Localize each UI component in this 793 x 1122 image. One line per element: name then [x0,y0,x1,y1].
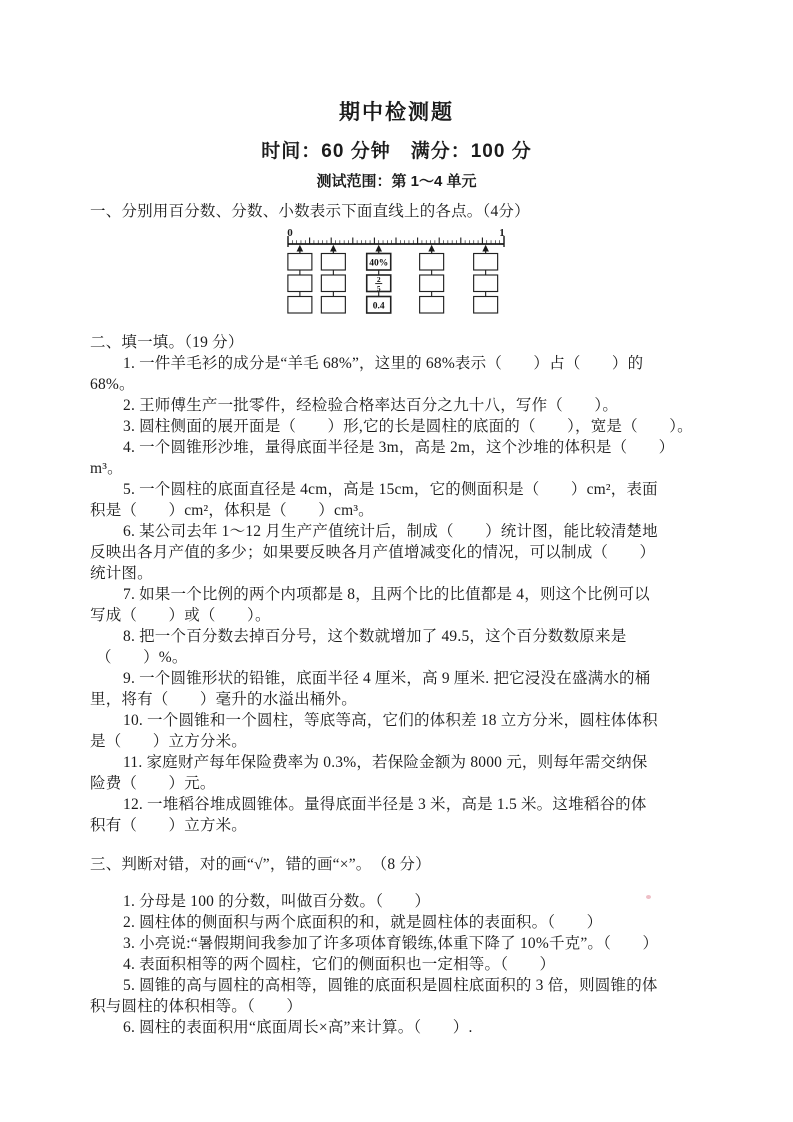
scan-artifact-dot [646,895,651,899]
question-line: 6. 某公司去年 1～12 月生产产值统计后，制成（ ）统计图，能比较清楚地 [123,523,658,540]
answer-box [288,254,312,271]
number-line-diagram [284,227,510,319]
answer-box [420,275,444,292]
question-line: 8. 把一个百分数去掉百分号，这个数就增加了 49.5，这个百分数数原来是 [123,628,627,645]
question-line: 1. 一件羊毛衫的成分是“羊毛 68%”，这里的 68%表示（ ）占（ ）的 [123,355,644,372]
test-scope: 测试范围：第 1～4 单元 [316,173,477,190]
section-three-heading: 三、判断对错，对的画“√”，错的画“×”。 （8 分） [90,856,431,873]
question-line: 7. 如果一个比例的两个内项都是 8，且两个比的比值都是 4，则这个比例可以 [123,586,650,603]
question-line: 积是（ ）cm²，体积是（ ）cm³。 [90,502,374,519]
answer-box [474,254,498,271]
question-line: 是（ ）立方分米。 [90,733,248,750]
answer-box [474,297,498,314]
svg-text:40%: 40% [369,258,389,269]
question-line: 4. 一个圆锥形沙堆，量得底面半径是 3m，高是 2m，这个沙堆的体积是（ ） [123,439,675,456]
answer-box [321,297,345,314]
judge-line: 2. 圆柱体的侧面积与两个底面积的和，就是圆柱体的表面积。（ ） [123,914,603,931]
question-line: 5. 一个圆柱的底面直径是 4cm，高是 15cm，它的侧面积是（ ）cm²，表面 [123,481,658,498]
answer-box [321,254,345,271]
answer-box [288,297,312,314]
answer-box [420,254,444,271]
question-line: 12. 一堆稻谷堆成圆锥体。量得底面半径是 3 米，高是 1.5 米。这堆稻谷的体 [123,796,647,813]
judge-line: 1. 分母是 100 的分数，叫做百分数。（ ） [123,893,431,910]
answer-box [288,275,312,292]
judge-line: 积与圆柱的体积相等。（ ） [90,998,303,1015]
question-line: 68%。 [90,376,135,393]
number-line-end-label: 1 [499,227,505,239]
judge-line: 4. 表面积相等的两个圆柱，它们的侧面积也一定相等。（ ） [123,956,556,973]
question-line: m³。 [90,460,123,477]
question-line: 2. 王师傅生产一批零件，经检验合格率达百分之九十八，写作（ ）。 [123,397,619,414]
svg-text:5: 5 [376,283,381,293]
question-line: （ ）%。 [96,649,188,666]
question-line: 里，将有（ ）毫升的水溢出桶外。 [90,691,357,708]
paper-content [90,201,708,1038]
judge-line: 6. 圆柱的表面积用“底面周长×高”来计算。（ ）. [123,1019,473,1036]
answer-box [474,275,498,292]
question-line: 11. 家庭财产每年保险费率为 0.3%，若保险金额为 8000 元，则每年需交纳保 [123,754,648,771]
question-line: 统计图。 [90,565,153,582]
svg-text:0.4: 0.4 [372,301,385,312]
answer-box [420,297,444,314]
number-line-svg [284,227,510,319]
section-two-heading: 二、填一填。（19 分） [90,334,244,351]
page-title: 期中检测题 [339,101,454,124]
question-line: 积有（ ）立方米。 [90,817,248,834]
judge-line: 5. 圆锥的高与圆柱的高相等，圆锥的底面积是圆柱底面积的 3 倍，则圆锥的体 [123,977,658,994]
question-line: 写成（ ）或（ ）。 [90,607,271,624]
section-one-heading: 一、分别用百分数、分数、小数表示下面直线上的各点。（4分） [90,203,530,220]
svg-text:2: 2 [376,275,381,285]
exam-time-and-score: 时间：60 分钟 满分：100 分 [261,141,532,162]
question-line: 3. 圆柱侧面的展开面是（ ）形,它的长是圆柱的底面的（ ），宽是（ ）。 [123,418,693,435]
answer-box [321,275,345,292]
judge-line: 3. 小亮说:“暑假期间我参加了许多项体育锻练,体重下降了 10%千克”。（ ） [123,935,659,952]
question-line: 9. 一个圆锥形状的铅锥，底面半径 4 厘米，高 9 厘米. 把它浸没在盛满水的桶 [123,670,651,687]
question-line: 险费（ ）元。 [90,775,216,792]
question-line: 10. 一个圆锥和一个圆柱，等底等高，它们的体积差 18 立方分米，圆柱体体积 [123,712,658,729]
number-line-start-label: 0 [287,227,293,239]
question-line: 反映出各月产值的多少；如果要反映各月产值增减变化的情况，可以制成（ ） [90,544,656,561]
